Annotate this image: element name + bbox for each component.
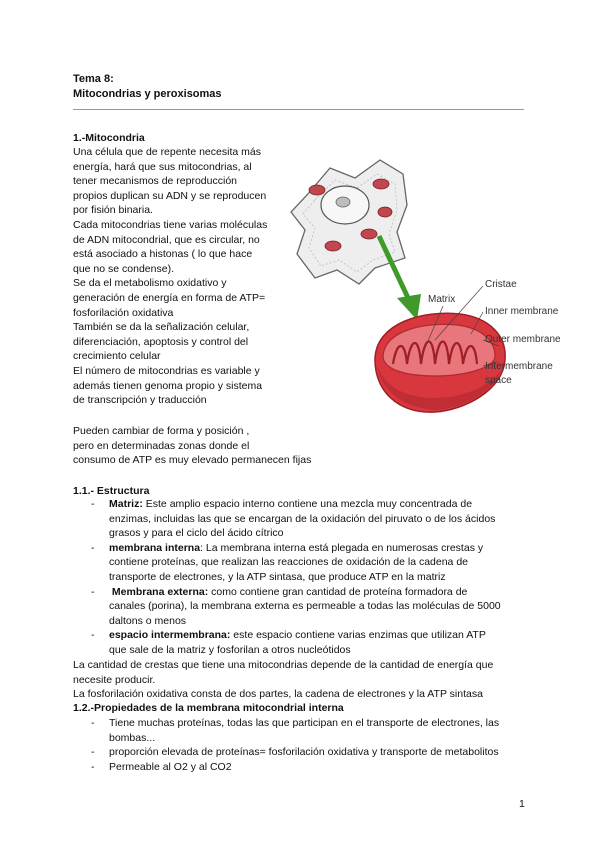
list-item bbox=[91, 628, 531, 657]
text: este espacio contiene varias enzimas que utilizan ATP bbox=[230, 629, 486, 642]
list-item bbox=[91, 541, 531, 585]
intro-line: por fisión binaria. bbox=[73, 204, 153, 217]
doc-title bbox=[73, 72, 222, 102]
label-cristae: Cristae bbox=[485, 279, 517, 290]
title-line-1: Tema 8: bbox=[73, 73, 114, 85]
intro-line: propios duplican su ADN y se reproducen bbox=[73, 189, 267, 202]
para-line: Pueden cambiar de forma y posición , bbox=[73, 425, 250, 437]
text: transporte de electrones, y la ATP sintasa, que produce ATP en la matriz bbox=[109, 570, 446, 583]
text: proporción elevada de proteínas= fosforilación oxidativa y transporte de metabolitos bbox=[109, 746, 499, 759]
text: como contiene gran cantidad de proteína formadora de bbox=[208, 585, 468, 598]
intro-line: También se da la señalización celular, bbox=[73, 321, 250, 334]
label-matrix: Matrix bbox=[428, 294, 456, 305]
intro-line: energía, hará que sus mitocondrias, al bbox=[73, 160, 252, 173]
properties-list bbox=[91, 716, 531, 774]
text: contiene proteínas, que realizan las reacciones de oxidación de la cadena de bbox=[109, 556, 468, 569]
bullet-dash: - bbox=[91, 541, 95, 554]
intro-line: Una célula que de repente necesita más bbox=[73, 146, 261, 158]
label-intermembrane: Intermembrane bbox=[485, 361, 553, 372]
bullet-dash: - bbox=[91, 585, 95, 598]
intro-line: está asociado a histonas ( lo que hace bbox=[73, 248, 253, 261]
term: Membrana externa: bbox=[109, 585, 209, 598]
text: canales (porina), la membrana externa es permeable a todas las moléculas de 5000 bbox=[109, 600, 501, 613]
bullet-dash: - bbox=[91, 746, 95, 759]
term: Matriz: bbox=[109, 498, 143, 510]
title-divider bbox=[73, 109, 524, 110]
para-line: necesite producir. bbox=[73, 673, 156, 686]
section-1-2-heading: 1.2.-Propiedades de la membrana mitocondrial interna bbox=[73, 702, 344, 714]
term: espacio intermembrana: bbox=[109, 629, 231, 642]
intro-line: de ADN mitocondrial, que es circular, no bbox=[73, 233, 260, 246]
intro-line: Cada mitocondrias tiene varias moléculas bbox=[73, 218, 268, 231]
text: grasos y para el ciclo del ácido cítrico bbox=[109, 527, 284, 540]
bullet-dash: - bbox=[91, 760, 95, 773]
list-item bbox=[91, 497, 531, 541]
mitochondria-figure bbox=[285, 150, 585, 430]
list-item bbox=[91, 760, 531, 775]
label-inner-membrane: Inner membrane bbox=[485, 306, 559, 317]
cell-mitochondrion bbox=[325, 241, 341, 251]
intro-line: El número de mitocondrias es variable y bbox=[73, 364, 260, 377]
bullet-dash: - bbox=[91, 717, 95, 729]
text: bombas... bbox=[109, 731, 156, 744]
para-line: pero en determinadas zonas donde el bbox=[73, 439, 250, 452]
bullet-dash: - bbox=[91, 629, 95, 642]
section-1-heading: 1.-Mitocondria bbox=[73, 132, 145, 144]
cell-mitochondrion bbox=[361, 229, 377, 239]
para-line: La cantidad de crestas que tiene una mitocondrias depende de la cantidad de energía que bbox=[73, 659, 494, 671]
label-space: space bbox=[485, 375, 512, 386]
title-line-2: Mitocondrias y peroxisomas bbox=[73, 88, 222, 100]
list-item bbox=[91, 585, 531, 629]
para-line: La fosforilación oxidativa consta de dos partes, la cadena de electrones y la ATP sintasa bbox=[73, 688, 483, 701]
text: : La membrana interna está plegada en numerosas crestas y bbox=[200, 541, 484, 554]
intro-line: fosforilación oxidativa bbox=[73, 306, 174, 319]
list-item bbox=[91, 745, 531, 760]
intro-line: tener mecanismos de reproducción bbox=[73, 175, 238, 188]
cell-mitochondrion bbox=[378, 207, 392, 217]
text: Este amplio espacio interno contiene una mezcla muy concentrada de bbox=[142, 498, 473, 510]
nucleolus bbox=[336, 197, 350, 207]
section-1-intro bbox=[73, 145, 267, 408]
list-item bbox=[91, 716, 531, 745]
text: daltons o menos bbox=[109, 614, 187, 627]
text: que sale de la matriz y fosforilan a otros nucleótidos bbox=[109, 643, 351, 656]
cell-mitochondrion bbox=[309, 185, 325, 195]
section-1-1-heading: 1.1.- Estructura bbox=[73, 485, 150, 497]
cell-mitochondrion bbox=[373, 179, 389, 189]
bullet-dash: - bbox=[91, 498, 95, 510]
text: enzimas, incluidas las que se encargan de la oxidación del piruvato o de los ácidos bbox=[109, 512, 496, 525]
text: Permeable al O2 y al CO2 bbox=[109, 760, 232, 773]
intro-line: crecimiento celular bbox=[73, 350, 161, 363]
text: Tiene muchas proteínas, todas las que participan en el transporte de electrones, las bbox=[109, 717, 500, 729]
page-number: 1 bbox=[519, 798, 525, 810]
intro-line: que no se condense). bbox=[73, 262, 174, 275]
section-1-1-after bbox=[73, 658, 493, 702]
para-line: consumo de ATP es muy elevado permanecen fijas bbox=[73, 454, 312, 467]
intro-line: de transcripción y traducción bbox=[73, 394, 207, 407]
intro-line: diferenciación, apoptosis y control del bbox=[73, 335, 249, 348]
section-1-para-2 bbox=[73, 424, 311, 468]
term: membrana interna bbox=[109, 541, 201, 554]
label-outer-membrane: Outer membrane bbox=[485, 334, 561, 345]
structure-list bbox=[91, 497, 531, 658]
intro-line: Se da el metabolismo oxidativo y bbox=[73, 277, 227, 290]
intro-line: generación de energía en forma de ATP= bbox=[73, 291, 266, 304]
intro-line: además tienen genoma propio y sistema bbox=[73, 379, 263, 392]
